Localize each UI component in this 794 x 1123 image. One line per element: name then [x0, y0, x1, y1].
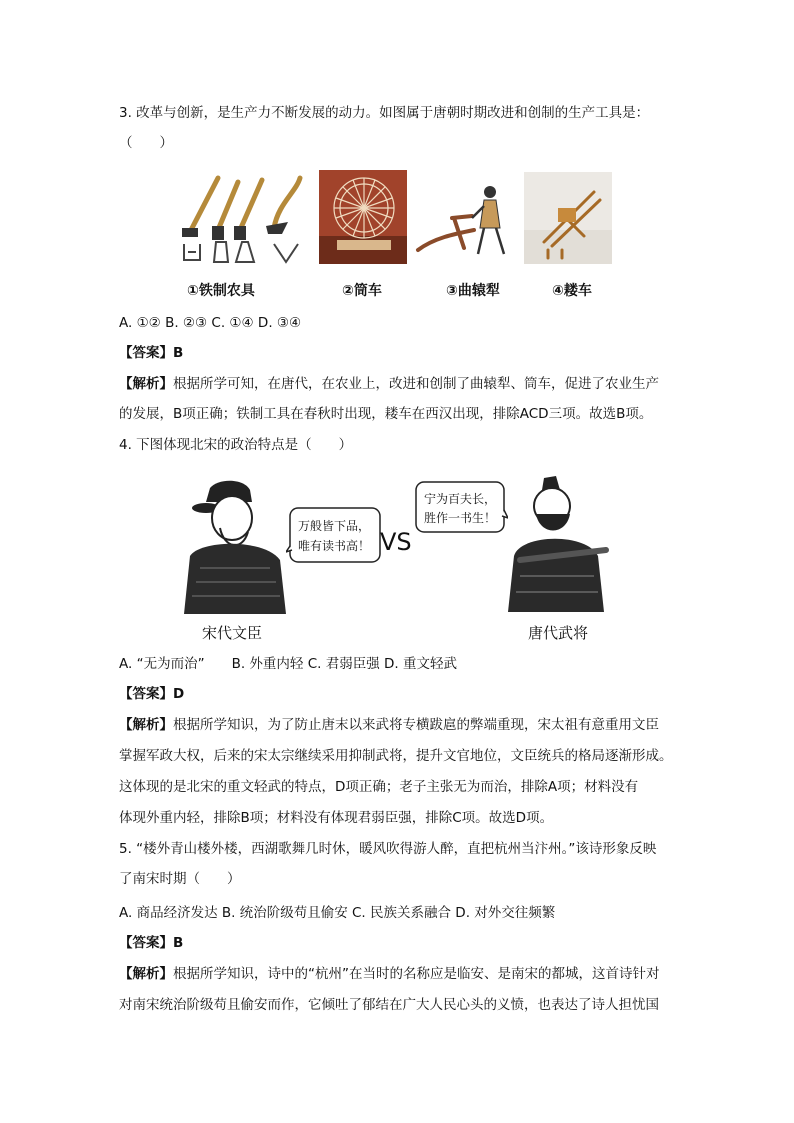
q3-answer: 【答案】B — [119, 345, 184, 361]
q5-stem-line-1: 5. “楼外青山楼外楼，西湖歌舞几时休，暖风吹得游人醉，直把杭州当汴州。”该诗形象反映 — [119, 841, 657, 857]
q5-options: A. 商品经济发达 B. 统治阶级苟且偷安 C. 民族关系融合 D. 对外交往频繁 — [119, 905, 556, 921]
q5-analysis-label: 【解析】 — [119, 966, 173, 982]
caption-plough: ③曲辕犁 — [446, 283, 500, 299]
q4-analysis-label: 【解析】 — [119, 717, 173, 733]
curved-plough-illustration — [414, 178, 518, 258]
q5-analysis-line-2: 对南宋统治阶级苟且偷安而作，它倾吐了郁结在广大人民心头的义愤，也表达了诗人担忧国 — [119, 997, 659, 1013]
song-official-illustration — [180, 478, 290, 614]
q5-stem-line-2: 了南宋时期（ ） — [119, 871, 241, 887]
caption-seed-drill: ④耧车 — [552, 283, 592, 299]
iron-tools-illustration — [178, 172, 310, 268]
q4-options: A. “无为而治” B. 外重内轻 C. 君弱臣强 D. 重文轻武 — [119, 656, 457, 672]
q5-analysis-line-1: 【解析】根据所学知识，诗中的“杭州”在当时的名称应是临安、是南宋的都城，这首诗针对 — [119, 966, 660, 982]
caption-iron-tools: ①铁制农具 — [187, 283, 255, 299]
q5-answer: 【答案】B — [119, 935, 184, 951]
water-wheel-photo — [319, 170, 407, 264]
q3-analysis-label: 【解析】 — [119, 376, 173, 392]
q4-analysis-line-3: 这体现的是北宋的重文轻武的特点，D项正确；老子主张无为而治，排除A项；材料没有 — [119, 779, 639, 795]
q3-stem: 3. 改革与创新，是生产力不断发展的动力。如图属于唐朝时期改进和创制的生产工具是： — [119, 105, 650, 121]
q4-analysis-line-1: 【解析】根据所学知识，为了防止唐末以来武将专横跋扈的弊端重现，宋太祖有意重用文臣 — [119, 717, 659, 733]
q4-analysis-line-2: 掌握军政大权，后来的宋太宗继续采用抑制武将，提升文官地位，文臣统兵的格局逐渐形成。 — [119, 748, 673, 764]
q4-answer: 【答案】D — [119, 686, 185, 702]
song-official-label: 宋代文臣 — [202, 624, 263, 642]
vs-label: VS — [380, 528, 412, 556]
tang-general-illustration — [500, 476, 612, 612]
tang-general-label: 唐代武将 — [528, 624, 589, 642]
q3-options: A. ①② B. ②③ C. ①④ D. ③④ — [119, 315, 302, 331]
right-speech-bubble: 宁为百夫长， 胜作一书生！ — [424, 492, 497, 525]
q3-analysis-line-1: 【解析】根据所学可知，在唐代，在农业上，改进和创制了曲辕犁、筒车，促进了农业生产 — [119, 376, 659, 392]
q4-analysis-line-4: 体现外重内轻，排除B项；材料没有体现君弱臣强，排除C项。故选D项。 — [119, 810, 554, 826]
q3-analysis-line-2: 的发展，B项正确；铁制工具在春秋时出现，耧车在西汉出现，排除ACD三项。故选B项。 — [119, 406, 653, 422]
caption-water-wheel: ②筒车 — [342, 283, 382, 299]
q3-paren: （ ） — [119, 135, 173, 151]
q4-stem: 4. 下图体现北宋的政治特点是（ ） — [119, 437, 353, 453]
seed-drill-photo — [524, 172, 612, 264]
left-speech-bubble: 万般皆下品， 唯有读书高！ — [298, 519, 371, 553]
